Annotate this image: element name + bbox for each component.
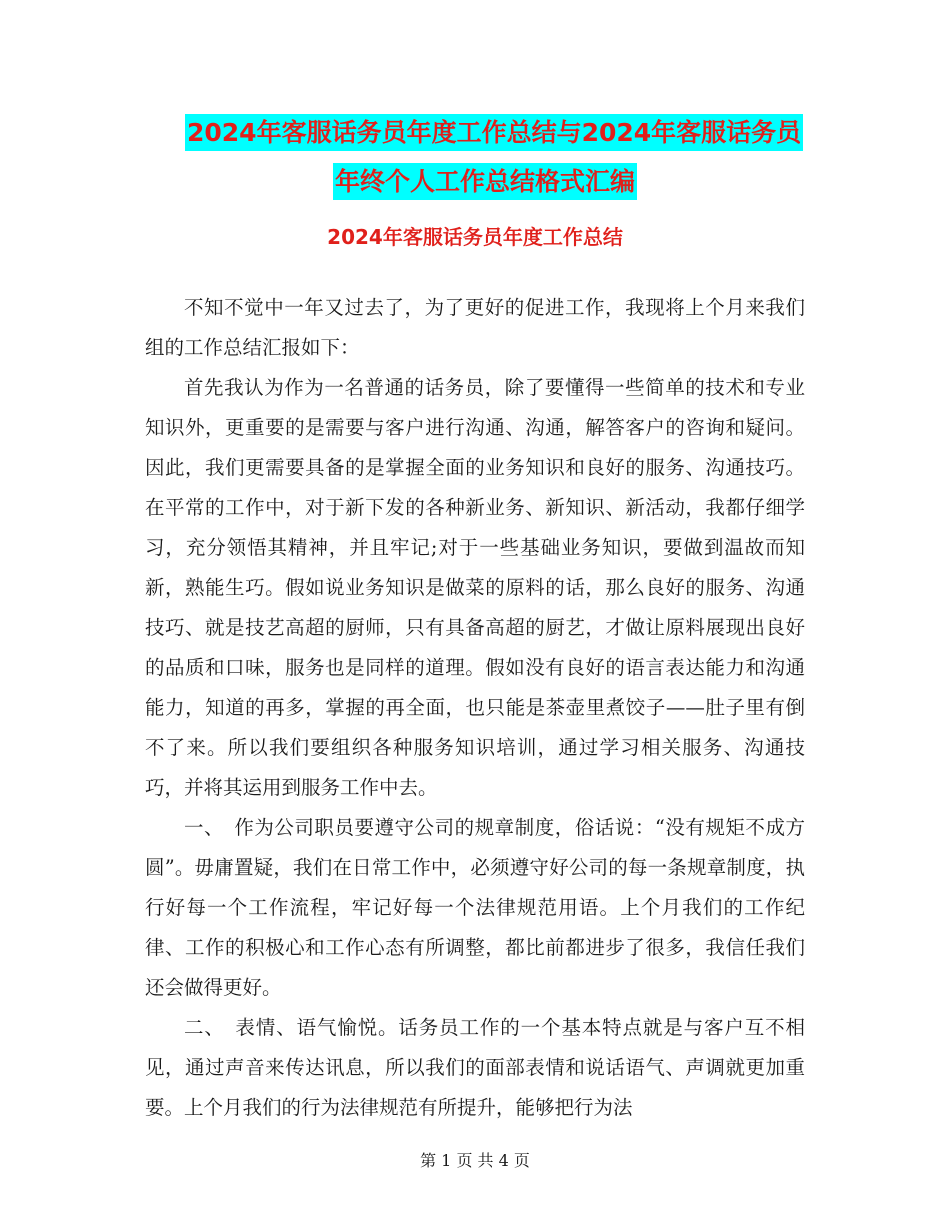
title-line-2 [145,157,825,206]
paragraph-skills: 首先我认为作为一名普通的话务员，除了要懂得一些简单的技术和专业知识外，更重要的是需要与客户进行沟通、沟通，解答客户的咨询和疑问。因此，我们更需要具备的是掌握全面的业务知识和良好的服务、沟通技巧。在平常的工作中，对于新下发的各种新业务、新知识、新活动，我都仔细学习，充分领悟其精神，并且牢记;对于一些基础业务知识，要做到温故而知新，熟能生巧。假如说业务知识是做菜的原料的话，那么良好的服务、沟通技巧、就是技艺高超的厨师，只有具备高超的厨艺，才做让原料展现出良好的品质和口味，服务也是同样的道理。假如没有良好的语言表达能力和沟通能力，知道的再多，掌握的再全面，也只能是茶壶里煮饺子——肚子里有倒不了来。所以我们要组织各种服务知识培训，通过学习相关服务、沟通技巧，并将其运用到服务工作中去。 [145,376,805,799]
title-line-2-text: 年终个人工作总结格式汇编 [333,163,637,200]
document-title [145,108,825,206]
page-footer: 第 1 页 共 4 页 [420,1151,530,1170]
title-line-1 [145,108,825,157]
title-line-1-text: 2024年客服话务员年度工作总结与2024年客服话务员 [185,114,803,151]
paragraph-intro: 不知不觉中一年又过去了，为了更好的促进工作，我现将上个月来我们组的工作总结汇报如下： [145,296,805,359]
paragraph-point-two: 二、 表情、语气愉悦。话务员工作的一个基本特点就是与客户互不相见，通过声音来传达讯息，所以我们的面部表情和说话语气、声调就更加重要。上个月我们的行为法律规范有所提升，能够把行为法 [145,1016,805,1119]
paragraph-point-one: 一、 作为公司职员要遵守公司的规章制度，俗话说：“没有规矩不成方圆”。毋庸置疑，我们在日常工作中，必须遵守好公司的每一条规章制度，执行好每一个工作流程，牢记好每一个法律规范用语。上个月我们的工作纪律、工作的积极心和工作心态有所调整，都比前都进步了很多，我信任我们还会做得更好。 [145,816,805,999]
section-heading: 2024年客服话务员年度工作总结 [327,225,623,249]
document-body [145,288,805,1128]
